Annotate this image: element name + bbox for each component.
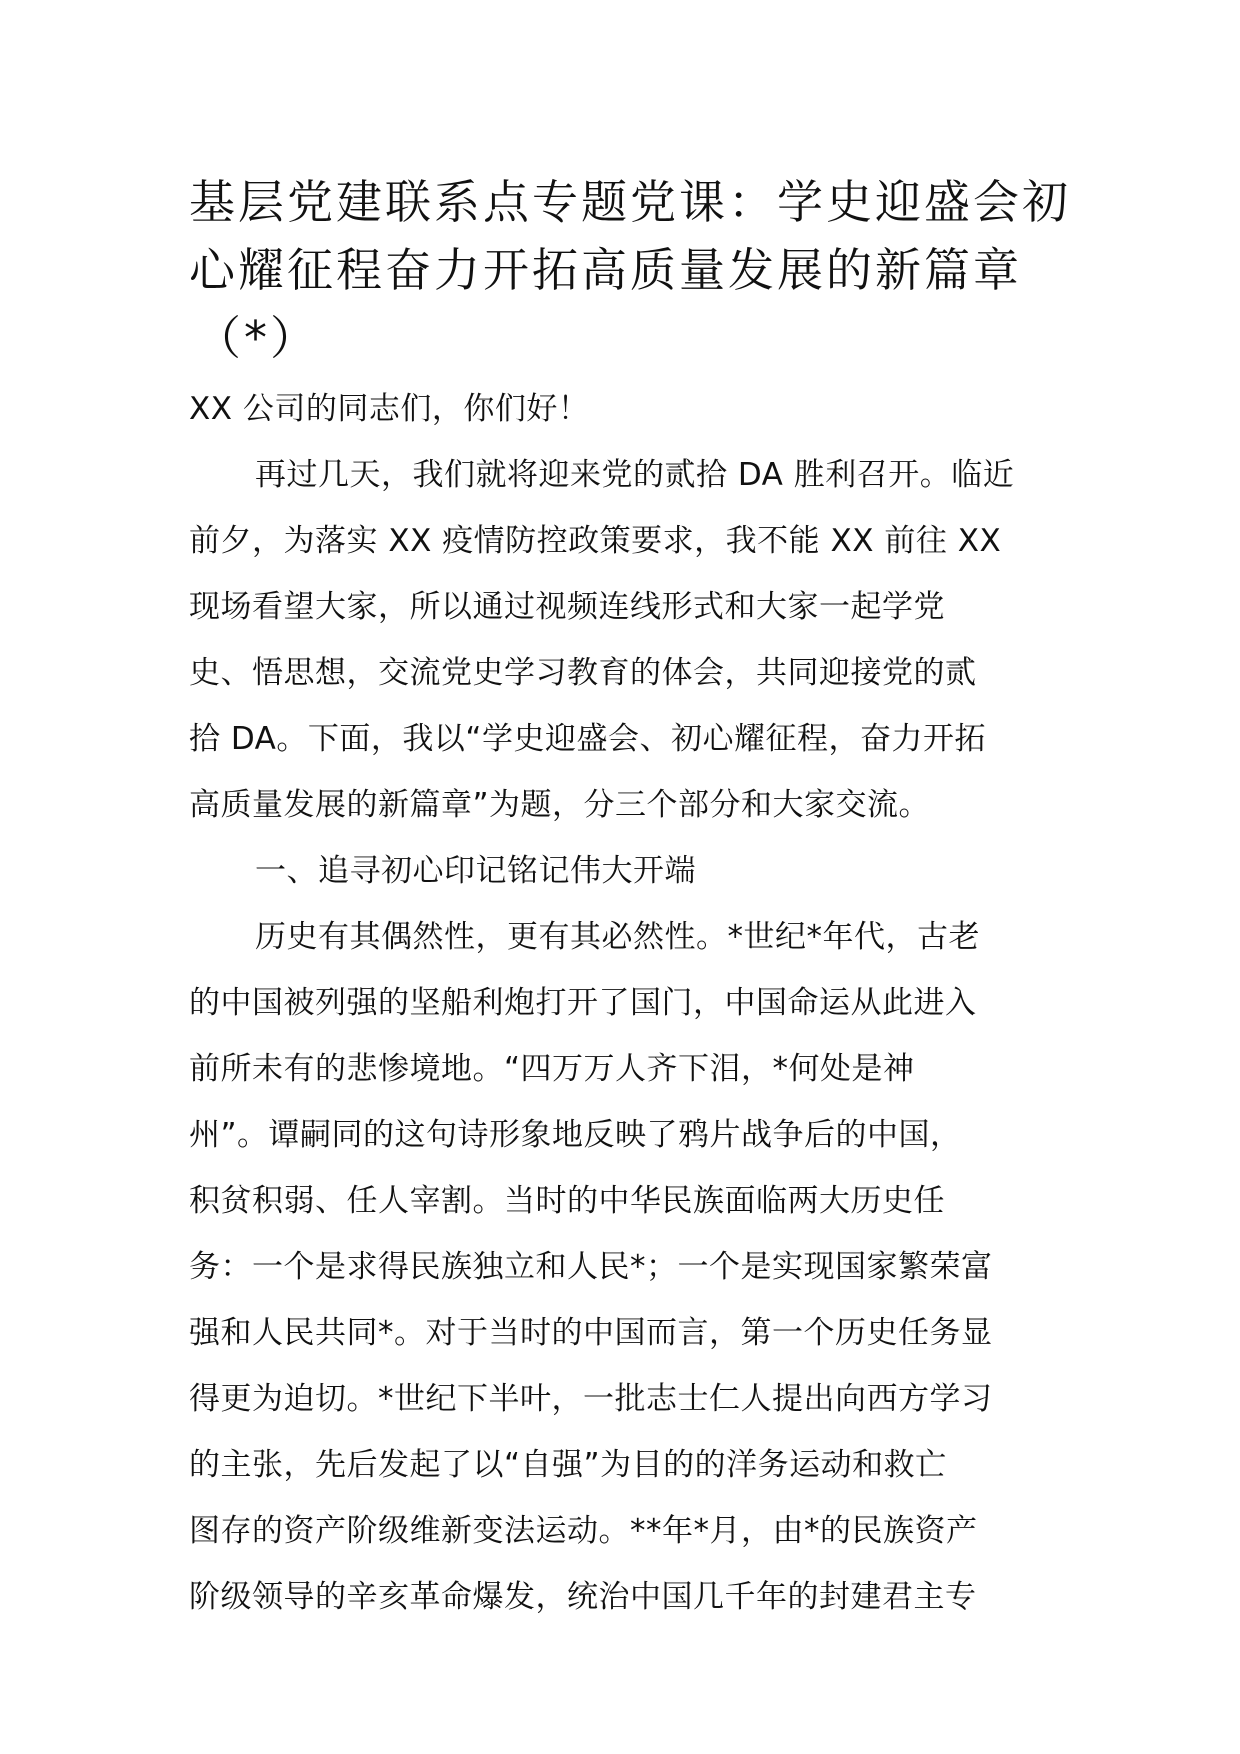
document-title bbox=[189, 168, 1071, 372]
salutation: XX 公司的同志们，你们好！ bbox=[189, 391, 590, 427]
document-page bbox=[189, 168, 1071, 1630]
paragraph-line: 史、悟思想，交流党史学习教育的体会，共同迎接党的贰 bbox=[189, 655, 977, 691]
paragraph-line: 高质量发展的新篇章”为题，分三个部分和大家交流。 bbox=[189, 787, 931, 823]
title-line: （*） bbox=[195, 311, 319, 365]
paragraph-line: 拾 DA。下面，我以“学史迎盛会、初心耀征程，奋力开拓 bbox=[189, 721, 986, 757]
paragraph-line: 务：一个是求得民族独立和人民*；一个是实现国家繁荣富 bbox=[189, 1249, 993, 1285]
paragraph-line: 强和人民共同*。对于当时的中国而言，第一个历史任务显 bbox=[189, 1315, 993, 1351]
paragraph-line: 前所未有的悲惨境地。“四万万人齐下泪，*何处是神 bbox=[189, 1051, 915, 1087]
paragraph-history bbox=[189, 904, 1059, 1630]
paragraph-line: 图存的资产阶级维新变法运动。**年*月，由*的民族资产 bbox=[189, 1513, 978, 1549]
paragraph-intro bbox=[189, 442, 1059, 838]
paragraph-line: 前夕，为落实 XX 疫情防控政策要求，我不能 XX 前往 XX bbox=[189, 523, 1002, 559]
section-heading: 一、追寻初心印记铭记伟大开端 bbox=[255, 853, 696, 889]
title-line: 基层党建联系点专题党课：学史迎盛会初 bbox=[189, 175, 1071, 229]
paragraph-line: 州”。谭嗣同的这句诗形象地反映了鸦片战争后的中国， bbox=[189, 1117, 962, 1153]
paragraph-line: 的主张，先后发起了以“自强”为目的的洋务运动和救亡 bbox=[189, 1447, 947, 1483]
paragraph-line: 现场看望大家，所以通过视频连线形式和大家一起学党 bbox=[189, 589, 945, 625]
paragraph-line: 的中国被列强的坚船利炮打开了国门，中国命运从此进入 bbox=[189, 985, 977, 1021]
paragraph-line: 阶级领导的辛亥革命爆发，统治中国几千年的封建君主专 bbox=[189, 1579, 977, 1615]
paragraph-line: 历史有其偶然性，更有其必然性。*世纪*年代，古老 bbox=[255, 919, 980, 955]
title-line: 心耀征程奋力开拓高质量发展的新篇章 bbox=[189, 243, 1022, 297]
paragraph-line: 再过几天，我们就将迎来党的贰拾 DA 胜利召开。临近 bbox=[255, 457, 1015, 493]
paragraph-line: 积贫积弱、任人宰割。当时的中华民族面临两大历史任 bbox=[189, 1183, 945, 1219]
paragraph-line: 得更为迫切。*世纪下半叶，一批志士仁人提出向西方学习 bbox=[189, 1381, 993, 1417]
